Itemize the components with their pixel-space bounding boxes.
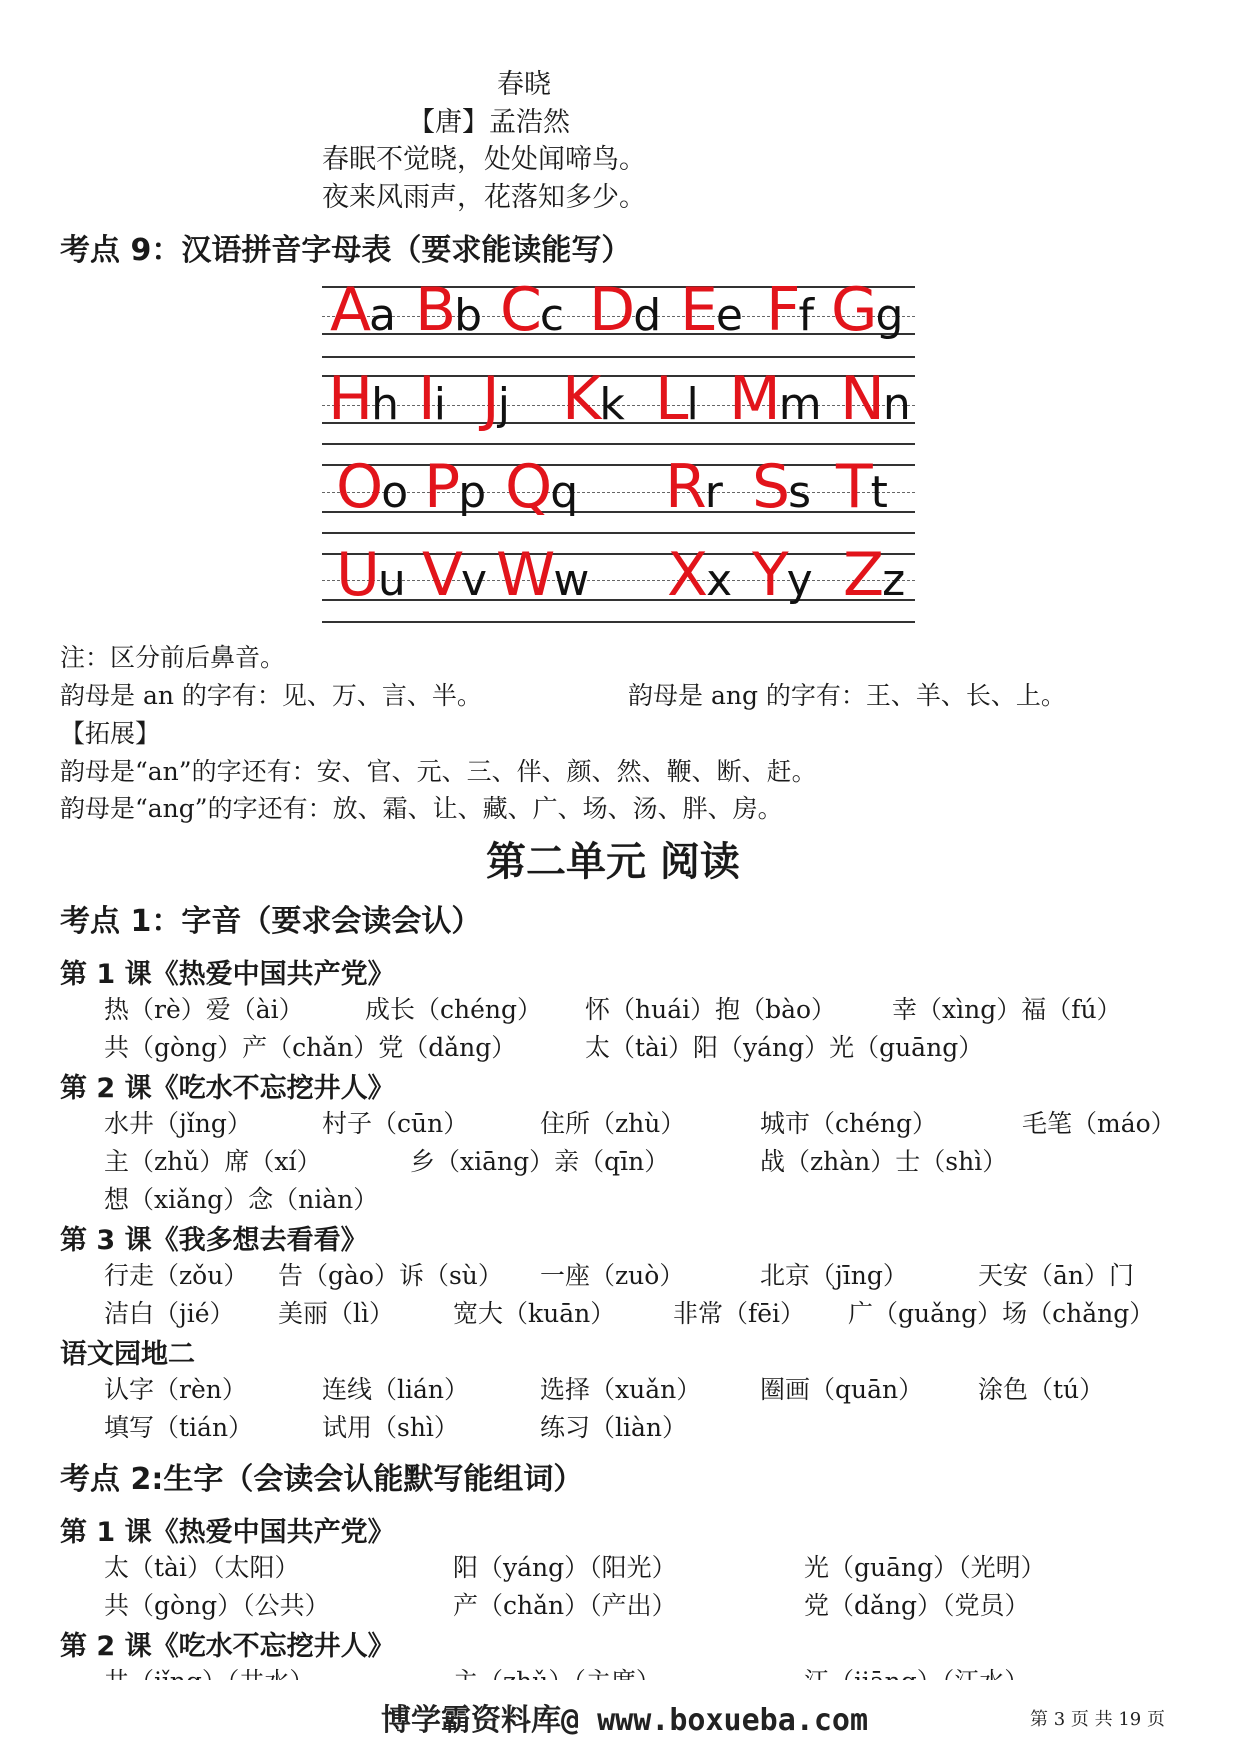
footer-site: 博学霸资料库@ www.boxueba.com: [381, 1703, 869, 1738]
unit-title: 第二单元 阅读: [486, 839, 740, 885]
word-item: 想（xiǎng）念（niàn）: [104, 1185, 379, 1214]
poem-author: 【唐】孟浩然: [408, 107, 570, 138]
word-item: 连线（lián）: [322, 1375, 469, 1404]
letter-pair-k: Kk: [562, 364, 625, 434]
ruling-line: [322, 492, 915, 493]
letter-pair-f: Ff: [766, 275, 815, 345]
word-item: 选择（xuǎn）: [540, 1375, 702, 1404]
ruling-line: [322, 356, 915, 358]
word-item: 练习（liàn）: [540, 1413, 687, 1442]
letter-pair-n: Nn: [840, 364, 911, 434]
letter-pair-y: Yy: [752, 540, 813, 610]
letter-pair-a: Aa: [330, 275, 397, 345]
letter-pair-o: Oo: [336, 452, 409, 522]
word-item: 一座（zuò）: [540, 1261, 685, 1290]
ruling-line: [322, 532, 915, 534]
lesson-title: 第 1 课《热爱中国共产党》: [60, 959, 395, 990]
letter-pair-g: Gg: [831, 275, 904, 345]
note-an-more: 韵母是“an”的字还有：安、官、元、三、伴、颜、然、鞭、断、赶。: [60, 757, 817, 786]
word-item: 产（chǎn）（产出）: [453, 1591, 677, 1620]
letter-pair-d: Dd: [589, 275, 662, 345]
lesson-title: 语文园地二: [60, 1339, 195, 1370]
letter-pair-m: Mm: [729, 364, 822, 434]
kaodian2-heading: 考点 2:生字（会读会认能默写能组词）: [60, 1462, 584, 1497]
word-item: 热（rè）爱（ài）: [104, 995, 304, 1024]
poem-title: 春晓: [497, 69, 551, 100]
note-line: 注：区分前后鼻音。: [60, 643, 286, 672]
letter-pair-x: Xx: [667, 540, 733, 610]
note-ang-more: 韵母是“ang”的字还有：放、霜、让、藏、广、场、汤、胖、房。: [60, 794, 783, 823]
extend-label: 【拓展】: [60, 719, 161, 748]
word-item: 乡（xiāng）亲（qīn）: [410, 1147, 670, 1176]
letter-pair-j: Jj: [482, 364, 510, 434]
alphabet-board: [322, 275, 915, 622]
kaodian9-heading: 考点 9：汉语拼音字母表（要求能读能写）: [60, 233, 632, 268]
letter-pair-t: Tt: [836, 452, 888, 522]
letter-pair-v: Vv: [422, 540, 488, 610]
ruling-line: [322, 580, 915, 581]
poem-line-2: 夜来风雨声，花落知多少。: [322, 182, 646, 213]
word-item: 水井（jǐng）: [104, 1109, 252, 1138]
letter-pair-u: Uu: [336, 540, 406, 610]
letter-pair-c: Cc: [500, 275, 565, 345]
word-item: 怀（huái）抱（bào）: [585, 995, 837, 1024]
ruling-line: [322, 443, 915, 445]
word-item: 美丽（lì）: [278, 1299, 394, 1328]
word-item: 填写（tián）: [104, 1413, 254, 1442]
letter-pair-w: Ww: [496, 540, 590, 610]
word-item: 阳（yáng）（阳光）: [453, 1553, 677, 1582]
ruling-line: [322, 599, 915, 601]
letter-pair-p: Pp: [424, 452, 487, 522]
word-item: 涂色（tú）: [978, 1375, 1105, 1404]
lesson-title: 第 2 课《吃水不忘挖井人》: [60, 1631, 395, 1662]
ruling-line: [322, 621, 915, 623]
letter-pair-q: Qq: [505, 452, 579, 522]
word-item: 战（zhàn）士（shì）: [760, 1147, 1008, 1176]
word-item: 洁白（jié）: [104, 1299, 235, 1328]
letter-pair-r: Rr: [665, 452, 723, 522]
letter-pair-h: Hh: [328, 364, 400, 434]
word-item: 毛笔（máo）: [1022, 1109, 1176, 1138]
letter-pair-s: Ss: [752, 452, 812, 522]
word-item: 主（zhǔ）席（xí）: [104, 1147, 322, 1176]
page-number: 第 3 页 共 19 页: [1030, 1709, 1165, 1730]
letter-pair-z: Zz: [843, 540, 906, 610]
word-item: 非常（fēi）: [673, 1299, 806, 1328]
word-item: 广（guǎng）场（chǎng）: [848, 1299, 1155, 1328]
word-item: 村子（cūn）: [322, 1109, 469, 1138]
note-ang: 韵母是 ang 的字有：王、羊、长、上。: [628, 681, 1066, 710]
word-item: 党（dǎng）（党员）: [804, 1591, 1030, 1620]
word-item: 共（gòng）（公共）: [104, 1591, 330, 1620]
word-item: 太（tài）（太阳）: [104, 1553, 300, 1582]
word-item: 行走（zǒu）: [104, 1261, 249, 1290]
word-item: 宽大（kuān）: [453, 1299, 616, 1328]
word-item: 幸（xìng）福（fú）: [892, 995, 1122, 1024]
word-item: 告（gào）诉（sù）: [278, 1261, 503, 1290]
letter-pair-e: Ee: [680, 275, 743, 345]
ruling-line: [322, 464, 915, 466]
word-item: 光（guāng）（光明）: [804, 1553, 1046, 1582]
letter-pair-i: Ii: [418, 364, 446, 434]
lesson-title: 第 3 课《我多想去看看》: [60, 1225, 368, 1256]
word-item: 太（tài）阳（yáng）光（guāng）: [585, 1033, 984, 1062]
word-item: 认字（rèn）: [104, 1375, 247, 1404]
lesson-title: 第 1 课《热爱中国共产党》: [60, 1517, 395, 1548]
ruling-line: [322, 553, 915, 555]
word-item: 共（gòng）产（chǎn）党（dǎng）: [104, 1033, 517, 1062]
letter-pair-l: Ll: [655, 364, 699, 434]
poem-line-1: 春眠不觉晓，处处闻啼鸟。: [322, 144, 646, 175]
word-item: 圈画（quān）: [760, 1375, 924, 1404]
word-item: 城市（chéng）: [760, 1109, 938, 1138]
word-item: 北京（jīng）: [760, 1261, 908, 1290]
word-item: 试用（shì）: [322, 1413, 459, 1442]
word-item: 天安（ān）门: [978, 1261, 1135, 1290]
ruling-line: [322, 511, 915, 513]
lesson-title: 第 2 课《吃水不忘挖井人》: [60, 1073, 395, 1104]
kaodian1-heading: 考点 1：字音（要求会读会认）: [60, 904, 482, 939]
letter-pair-b: Bb: [415, 275, 483, 345]
word-item: 成长（chéng）: [365, 995, 543, 1024]
note-an: 韵母是 an 的字有：见、万、言、半。: [60, 681, 482, 710]
word-item: 住所（zhù）: [540, 1109, 686, 1138]
